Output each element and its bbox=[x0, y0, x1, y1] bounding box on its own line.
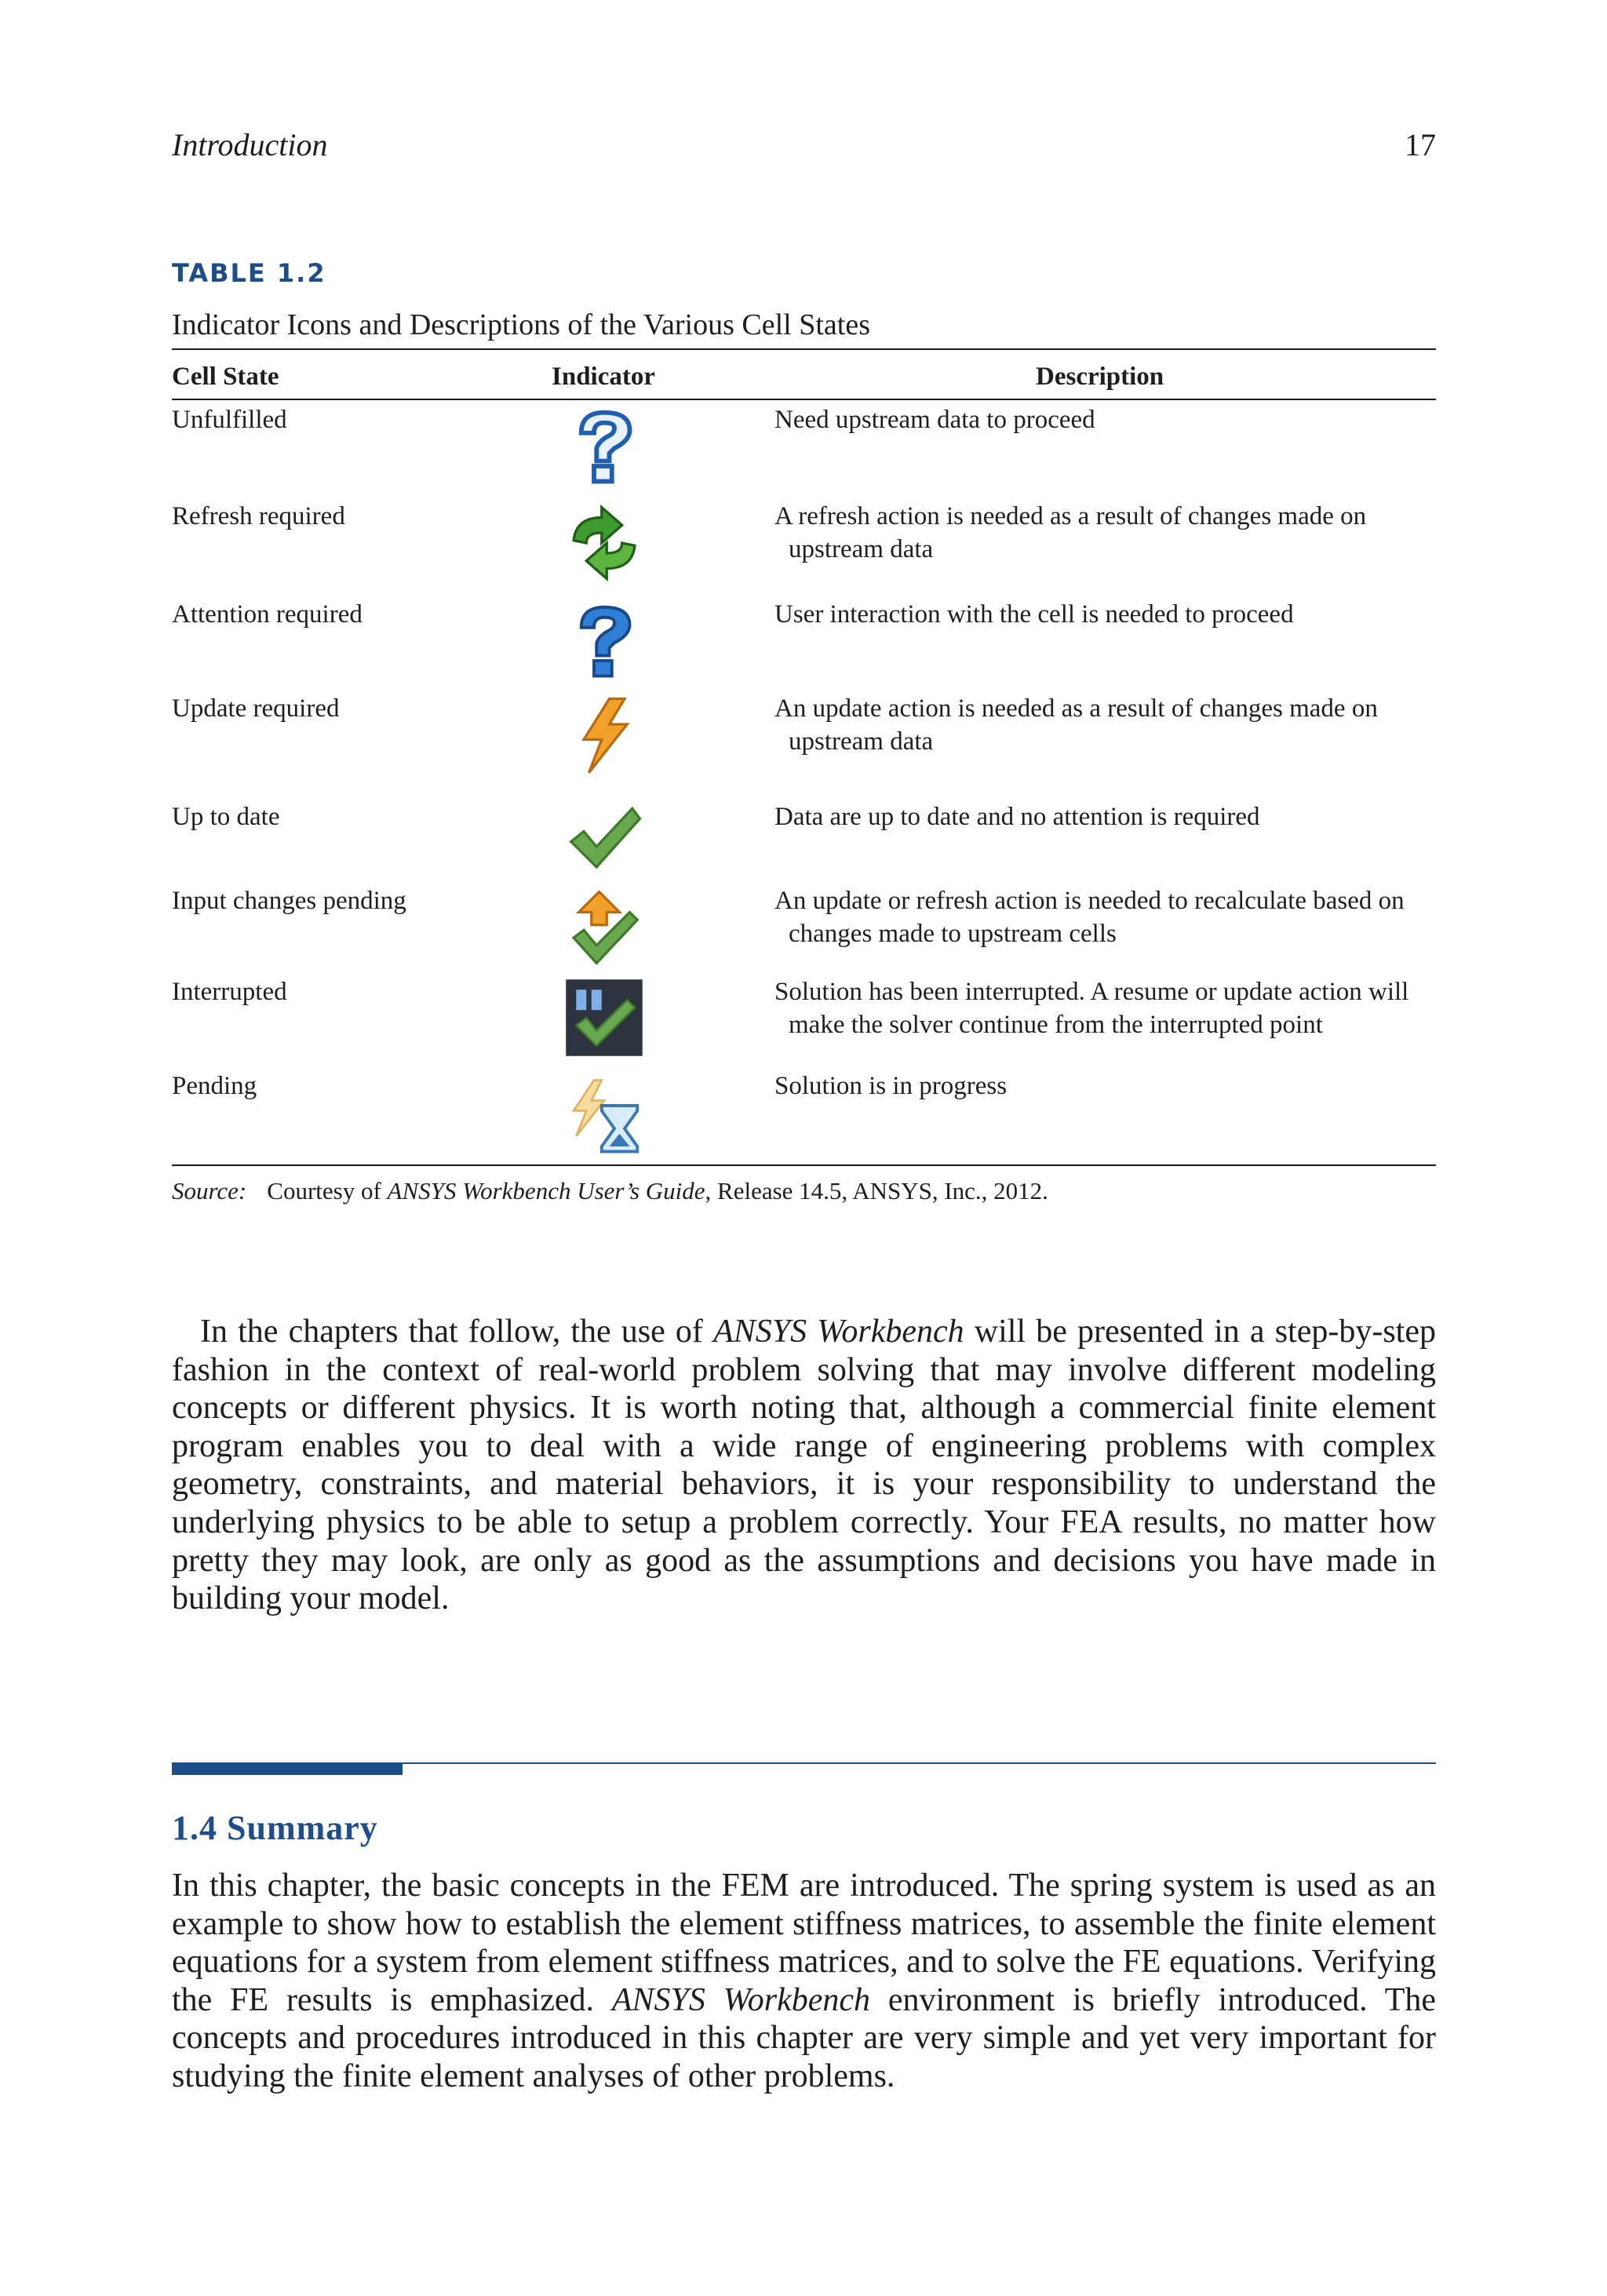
orange-arrow-checkmark-icon bbox=[563, 887, 645, 968]
table-row-description: An update or refresh action is needed to recalculate based on changes made to upstream cells bbox=[774, 887, 1405, 948]
table-header-rule bbox=[172, 399, 1436, 400]
green-refresh-arrows-icon bbox=[563, 502, 645, 584]
table-row-description: Data are up to date and no attention is required bbox=[774, 803, 1260, 831]
table-row-description: User interaction with the cell is needed to proceed bbox=[774, 600, 1294, 629]
source-title: ANSYS Workbench User’s Guide bbox=[387, 1177, 705, 1204]
running-head-title: Introduction bbox=[172, 127, 328, 162]
table-row-state: Refresh required bbox=[172, 502, 345, 530]
section-heading: 1.4 Summary bbox=[172, 1809, 378, 1847]
table-row-description: An update action is needed as a result of changes made on upstream data bbox=[774, 694, 1378, 756]
table-row-description: Need upstream data to proceed bbox=[774, 406, 1095, 434]
table-row-description: Solution is in progress bbox=[774, 1072, 1008, 1100]
lightning-hourglass-icon bbox=[563, 1075, 645, 1157]
blue-question-mark-icon bbox=[563, 600, 645, 681]
paused-checkmark-icon bbox=[563, 977, 645, 1059]
blue-outline-question-mark-icon bbox=[563, 405, 645, 487]
table-top-rule bbox=[172, 348, 1436, 350]
paragraph-text: will be presented in a step-by-step fashion in the context of real-world problem solving that may involve different modeling concepts or different physics. It is worth noting that, although a commercial finite element program enables you to deal with a wide range of engineering problems with complex geometry, constraints, and material behaviors, it is your responsibility to understand the underlying physics to be able to setup a problem correctly. Your FEA results, no matter how pretty they may look, are only as good as the assumptions and decisions you have made in building your model. bbox=[172, 1314, 1436, 1617]
section-divider-accent bbox=[172, 1764, 403, 1775]
table-row-description: A refresh action is needed as a result of changes made on upstream data bbox=[774, 502, 1367, 563]
paragraph-text: environment is briefly introduced. The concepts and procedures introduced in this chapter are very simple and yet very important for studying the finite element analyses of other problems. bbox=[172, 1981, 1437, 2094]
table-row-state: Up to date bbox=[172, 803, 280, 831]
column-header-indicator: Indicator bbox=[552, 363, 655, 391]
table-row-state: Interrupted bbox=[172, 978, 287, 1006]
summary-paragraph bbox=[172, 1867, 1436, 2096]
table-row-state: Pending bbox=[172, 1072, 257, 1100]
body-paragraph bbox=[172, 1313, 1436, 1618]
table-label: TABLE 1.2 bbox=[172, 258, 326, 288]
source-label: Source: bbox=[172, 1177, 247, 1204]
table-row-state: Update required bbox=[172, 694, 340, 723]
source-text-after: , Release 14.5, ANSYS, Inc., 2012. bbox=[705, 1177, 1048, 1204]
table-row-state: Unfulfilled bbox=[172, 406, 287, 434]
source-text: Courtesy of bbox=[267, 1177, 388, 1204]
table-source-note bbox=[172, 1174, 1048, 1208]
column-header-cell-state: Cell State bbox=[172, 363, 279, 391]
orange-lightning-bolt-icon bbox=[563, 694, 645, 775]
table-row-state: Input changes pending bbox=[172, 887, 406, 915]
table-row-description: Solution has been interrupted. A resume or update action will make the solver continue from the interrupted point bbox=[774, 978, 1409, 1039]
paragraph-text: In the chapters that follow, the use of bbox=[200, 1314, 714, 1350]
table-caption: Indicator Icons and Descriptions of the Various Cell States bbox=[172, 308, 870, 341]
paragraph-emphasis: ANSYS Workbench bbox=[611, 1981, 871, 2018]
column-header-description: Description bbox=[1036, 363, 1164, 391]
paragraph-text: In this chapter, the basic concepts in the FEM are introduced. The spring system is used as an example to show how to establish the element stiffness matrices, to assemble the finite element equations for a system from element stiffness matrices, and to solve the FE equations. Verifying the FE results is emphasized. bbox=[172, 1868, 1436, 2018]
paragraph-emphasis: ANSYS Workbench bbox=[713, 1314, 964, 1350]
green-checkmark-icon bbox=[563, 796, 645, 877]
page-number: 17 bbox=[1405, 127, 1436, 162]
table-bottom-rule bbox=[172, 1164, 1436, 1166]
table-row-state: Attention required bbox=[172, 600, 363, 629]
